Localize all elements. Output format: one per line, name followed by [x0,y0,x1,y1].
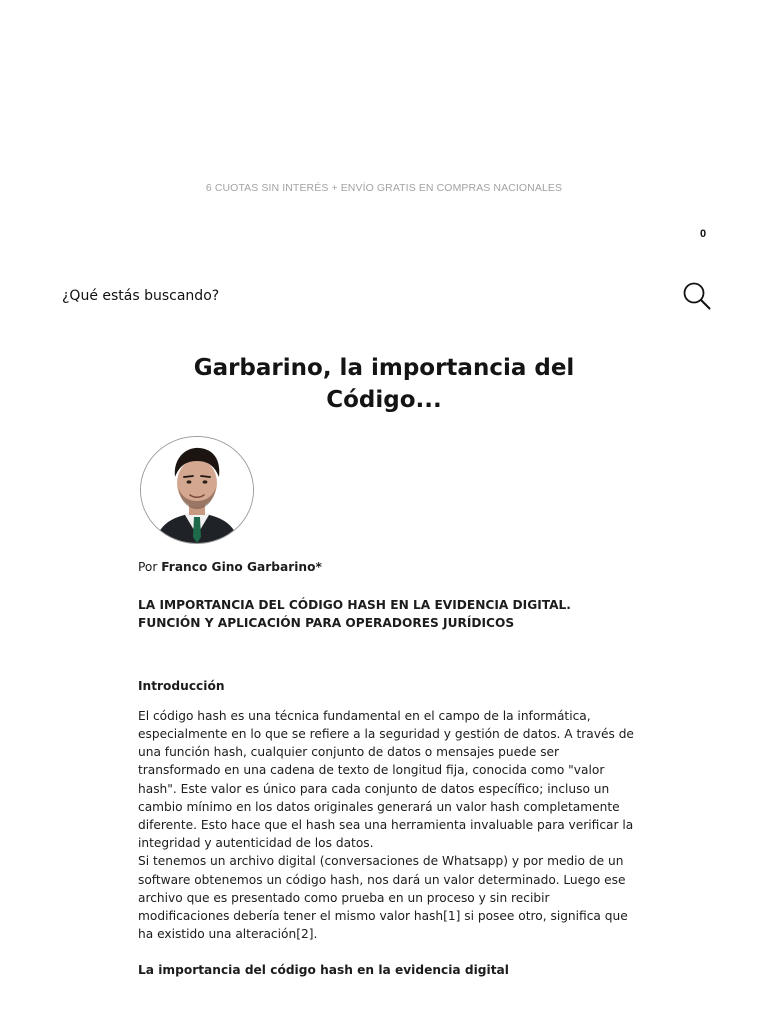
cart-button[interactable] [700,222,720,240]
author-avatar [140,436,254,544]
article-headline [138,596,638,632]
byline-prefix: Por [138,560,158,574]
search-input[interactable] [62,288,622,304]
search-bar [62,278,712,314]
headline-line-2: FUNCIÓN Y APLICACIÓN PARA OPERADORES JURÍDICOS [138,616,515,631]
cart-count: 0 [700,228,707,240]
promo-text: 6 CUOTAS SIN INTERÉS + ENVÍO GRATIS EN COMPRAS NACIONALES [205,182,563,194]
search-icon[interactable] [682,281,712,311]
headline-line-1: LA IMPORTANCIA DEL CÓDIGO HASH EN LA EVIDENCIA DIGITAL. [138,598,571,613]
page-title: Garbarino, la importancia del Código... [193,355,575,413]
promo-banner [0,182,768,194]
section-heading-importance: La importancia del código hash en la evidencia digital [138,963,509,978]
article-body [138,558,638,992]
paragraph-intro: El código hash es una técnica fundamental en el campo de la informática, especialmente en lo que se refiere a la seguridad y gestión de datos. A través de una función hash, cualquier conjunto de datos o mensajes puede ser transformado en una cadena de texto de longitud fija, conocida como "valor hash". Este valor es único para cada conjunto de datos específico; incluso un cambio mínimo en los datos originales generará un valor hash completamente diferente. Esto hace que el hash sea una herramienta invaluable para verificar la integridad y autenticidad de los datos. [138,708,634,851]
paragraph-hash-example: Si tenemos un archivo digital (conversaciones de Whatsapp) y por medio de un software obtenemos un código hash, nos dará un valor determinado. Luego ese archivo que es presentado como prueba en un proceso y sin recibir modificaciones debería tener el mismo valor hash[1] si posee otro, significa que ha existido una alteración[2]. [138,854,628,942]
byline [138,558,638,576]
spacer [138,943,638,961]
section-heading-intro: Introducción [138,678,225,693]
author-name: Franco Gino Garbarino* [161,560,322,574]
